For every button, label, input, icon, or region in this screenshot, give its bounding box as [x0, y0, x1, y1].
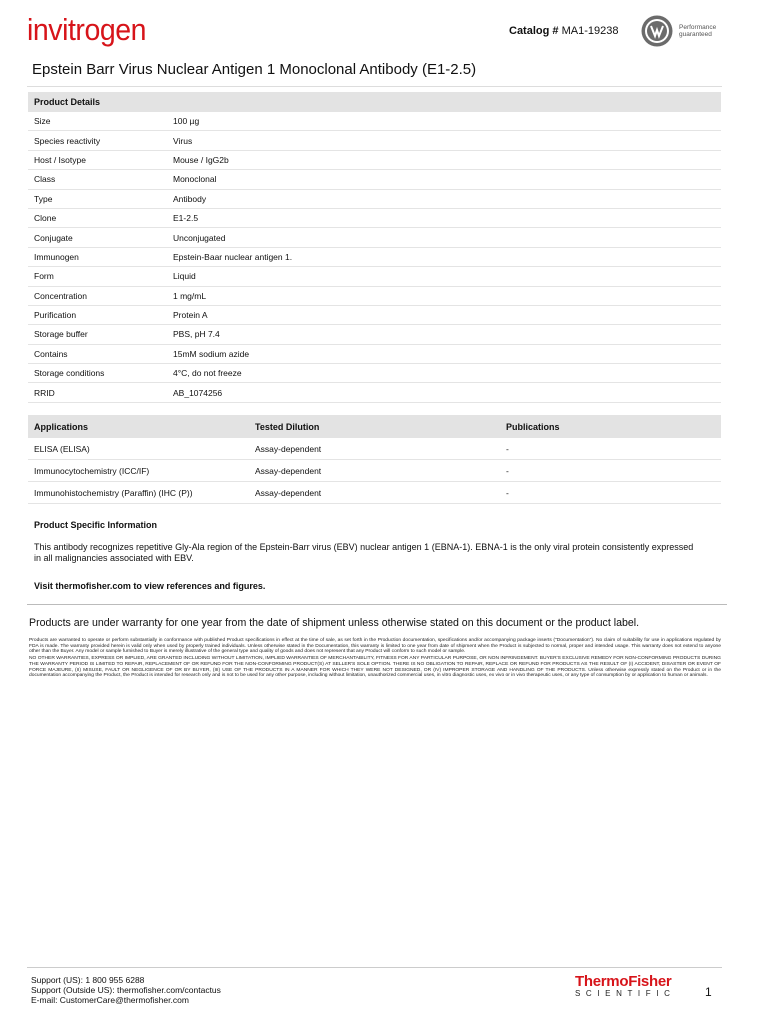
- product-specific-body: This antibody recognizes repetitive Gly-Ala region of the Epstein-Barr virus (EBV) nuclear antigen 1 (EBNA-1). EBNA-1 is the only viral protein consistently expressed in all malignancies associated with EBV.: [34, 542, 694, 563]
- application-row: [28, 482, 721, 504]
- publications-count: -: [500, 438, 721, 460]
- badge-line-2: guaranteed: [679, 31, 712, 38]
- catalog-label: Catalog #: [509, 25, 559, 37]
- product-detail-value: Epstein-Baar nuclear antigen 1.: [167, 247, 721, 266]
- product-detail-row: [28, 325, 721, 344]
- performance-guaranteed-badge-icon: [641, 15, 673, 47]
- product-detail-label: Size: [28, 112, 167, 131]
- product-detail-value: 100 µg: [167, 112, 721, 131]
- application-name: Immunohistochemistry (Paraffin) (IHC (P)): [28, 482, 249, 504]
- product-detail-label: Host / Isotype: [28, 150, 167, 169]
- product-detail-row: [28, 150, 721, 169]
- product-detail-row: [28, 170, 721, 189]
- warranty-divider: [27, 604, 727, 605]
- title-divider: [27, 86, 722, 87]
- visit-link-text: Visit thermofisher.com to view references and figures.: [34, 581, 266, 591]
- publications-count: -: [500, 460, 721, 482]
- product-detail-label: Immunogen: [28, 247, 167, 266]
- footer-divider: [27, 967, 722, 968]
- product-detail-value: Virus: [167, 131, 721, 150]
- product-detail-value: Monoclonal: [167, 170, 721, 189]
- support-us: Support (US): 1 800 955 6288: [31, 975, 145, 985]
- product-specific-heading: Product Specific Information: [34, 520, 158, 530]
- product-details-body: [28, 112, 721, 402]
- product-detail-row: [28, 112, 721, 131]
- product-detail-row: [28, 131, 721, 150]
- application-row: [28, 438, 721, 460]
- tested-dilution: Assay-dependent: [249, 482, 500, 504]
- warranty-fine-print: [29, 638, 721, 680]
- product-detail-value: 4°C, do not freeze: [167, 364, 721, 383]
- applications-table: [28, 415, 721, 504]
- thermofisher-logo-top: ThermoFisher: [575, 973, 672, 990]
- product-detail-label: Form: [28, 267, 167, 286]
- support-contacts: [31, 975, 221, 1005]
- product-detail-row: [28, 189, 721, 208]
- product-detail-row: [28, 383, 721, 402]
- product-detail-label: Storage buffer: [28, 325, 167, 344]
- applications-body: [28, 438, 721, 504]
- product-detail-label: Type: [28, 189, 167, 208]
- product-detail-row: [28, 305, 721, 324]
- support-outside-us: Support (Outside US): thermofisher.com/contactus: [31, 985, 221, 995]
- badge-text: [679, 24, 716, 38]
- badge-line-1: Performance: [679, 24, 717, 31]
- product-detail-value: Liquid: [167, 267, 721, 286]
- warranty-paragraph-2: NO OTHER WARRANTIES, EXPRESS OR IMPLIED, ARE GRANTED INCLUDING WITHOUT LIMITATION, IMPLIED WARRANTIES OF MERCHANTABILITY, FITNESS FOR ANY PARTICULAR PURPOSE, OR NON INFRINGEMENT. BUYER'S EXCLUSIVE REMEDY FOR NON-CONFORMING PRODUCTS DURING THE WARRANTY PERIOD IS LIMITED TO REPAIR, REPLACEMENT OF OR REFUND FOR THE NON-CONFORMING PRODUCT(S) AT SELLER'S SOLE OPTION. THERE IS NO OBLIGATION TO REPAIR, REPLACE OR REFUND FOR PRODUCTS AS THE RESULT OF (I) ACCIDENT, DISASTER OR EVENT OF FORCE MAJEURE, (II) MISUSE, FAULT OR NEGLIGENCE OF OR BY BUYER, (III) USE OF THE PRODUCTS IN A MANNER FOR WHICH THEY WERE NOT DESIGNED, OR (IV) IMPROPER STORAGE AND HANDLING OF THE PRODUCTS. Unless otherwise expressly stated on the Product or in the documentation accompanying the Product, the Product is intended for research only and is not to be used for any other purpose, including without limitation, unauthorized commercial uses, in vitro diagnostic uses, ex vivo or in vivo therapeutic uses, or any type of consumption by or application to human or animals.: [29, 656, 721, 679]
- product-detail-value: 1 mg/mL: [167, 286, 721, 305]
- applications-header: Applications: [28, 415, 249, 438]
- product-detail-label: Concentration: [28, 286, 167, 305]
- catalog-value: MA1-19238: [561, 25, 619, 37]
- product-detail-label: Contains: [28, 344, 167, 363]
- application-row: [28, 460, 721, 482]
- catalog-number: [509, 24, 618, 38]
- application-name: ELISA (ELISA): [28, 438, 249, 460]
- product-detail-row: [28, 228, 721, 247]
- tested-dilution: Assay-dependent: [249, 460, 500, 482]
- thermofisher-logo: [575, 974, 675, 998]
- product-detail-label: Class: [28, 170, 167, 189]
- support-email: E-mail: CustomerCare@thermofisher.com: [31, 995, 189, 1005]
- product-detail-label: RRID: [28, 383, 167, 402]
- product-detail-value: Antibody: [167, 189, 721, 208]
- product-detail-row: [28, 208, 721, 227]
- product-detail-value: AB_1074256: [167, 383, 721, 402]
- application-name: Immunocytochemistry (ICC/IF): [28, 460, 249, 482]
- product-detail-value: E1-2.5: [167, 208, 721, 227]
- tested-dilution-header: Tested Dilution: [249, 415, 500, 438]
- publications-header: Publications: [500, 415, 721, 438]
- page-number: 1: [705, 985, 712, 999]
- product-detail-label: Purification: [28, 305, 167, 324]
- product-detail-row: [28, 344, 721, 363]
- warranty-headline: Products are under warranty for one year from the date of shipment unless otherwise stated on this document or the product label.: [29, 617, 640, 629]
- product-detail-label: Conjugate: [28, 228, 167, 247]
- product-detail-row: [28, 267, 721, 286]
- product-details-heading: Product Details: [28, 92, 721, 112]
- product-details-table: [28, 92, 721, 403]
- invitrogen-logo: invitrogen: [27, 12, 147, 47]
- product-detail-row: [28, 364, 721, 383]
- warranty-paragraph-1: Products are warranted to operate or perform substantially in conformance with published Product specifications in effect at the time of sale, as set forth in the Production documentation, specifications and/or accompanying package inserts ("Documentation"). No claim of suitability for use in applications regulated by FDA is made. The warranty provided herein is valid only when used by properly trained individuals. Unless otherwise stated in the Documentation, this warranty is limited to one year from date of shipment when the Product is subjected to normal, proper and intended usage. This warranty does not extend to anyone other than the Buyer. Any model or sample furnished to Buyer is merely illustrative of the general type and quality of goods and does not represent that any Product will conform to such model or sample.: [29, 638, 721, 655]
- product-detail-value: Mouse / IgG2b: [167, 150, 721, 169]
- product-detail-label: Clone: [28, 208, 167, 227]
- publications-count: -: [500, 482, 721, 504]
- page-title: Epstein Barr Virus Nuclear Antigen 1 Monoclonal Antibody (E1-2.5): [32, 61, 477, 78]
- product-detail-row: [28, 286, 721, 305]
- product-detail-value: Protein A: [167, 305, 721, 324]
- product-detail-row: [28, 247, 721, 266]
- tested-dilution: Assay-dependent: [249, 438, 500, 460]
- product-detail-value: Unconjugated: [167, 228, 721, 247]
- product-detail-label: Storage conditions: [28, 364, 167, 383]
- product-detail-value: PBS, pH 7.4: [167, 325, 721, 344]
- product-detail-label: Species reactivity: [28, 131, 167, 150]
- product-detail-value: 15mM sodium azide: [167, 344, 721, 363]
- thermofisher-logo-bottom: SCIENTIFIC: [575, 989, 676, 998]
